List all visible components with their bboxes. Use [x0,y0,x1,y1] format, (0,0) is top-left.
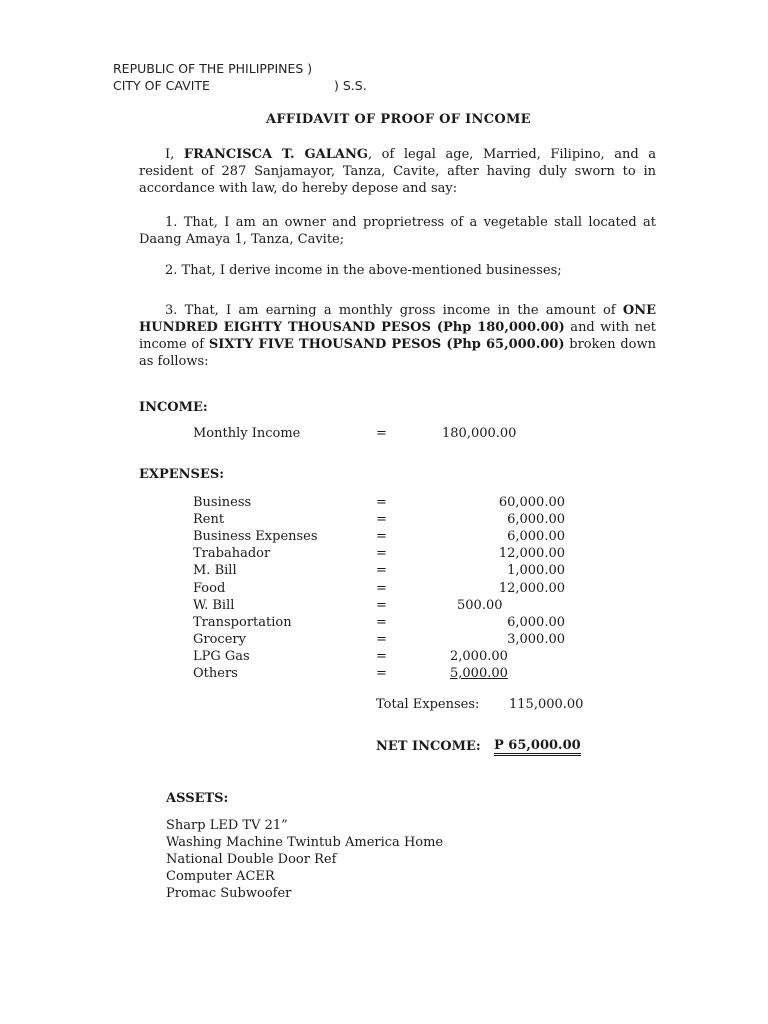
expense-row-label: Business [193,495,252,510]
expense-row-label: Grocery [193,632,246,647]
expense-row-value: 60,000.00 [498,495,565,510]
venue-ss: ) S.S. [334,78,367,93]
net-income-words: SIXTY FIVE THOUSAND PESOS (Php 65,000.00) [208,337,565,352]
expense-row-equals: = [376,666,387,681]
asset-item: Washing Machine Twintub America Home [166,835,444,850]
expense-row-label: Food [193,581,226,596]
expense-row-label: Trabahador [193,546,271,561]
affiant-name: FRANCISCA T. GALANG [183,147,368,162]
expense-row-value: 2,000.00 [450,649,508,664]
expense-row-equals: = [376,598,387,613]
expense-row-equals: = [376,495,387,510]
expense-row-value: 6,000.00 [507,529,565,544]
intro-pre: I, [165,147,184,162]
total-expenses-label: Total Expenses: [376,697,480,712]
expense-row-value: 12,000.00 [498,546,565,561]
expense-row-equals: = [376,529,387,544]
expense-row-value: 6,000.00 [507,615,565,630]
expense-row-equals: = [376,615,387,630]
expense-row-equals: = [376,512,387,527]
expense-row-value: 3,000.00 [507,632,565,647]
venue-city: CITY OF CAVITE [113,78,210,93]
expense-row-label: Others [193,666,238,681]
gross-income-words: ONE HUNDRED EIGHTY THOUSAND PESOS (Php 180,000.00) [139,303,656,335]
assets-heading: ASSETS: [166,791,229,806]
total-expenses-value: 115,000.00 [509,697,584,712]
expense-row-equals: = [376,581,387,596]
expense-row-value: 6,000.00 [507,512,565,527]
expense-row-value: 12,000.00 [498,581,565,596]
expense-row-value: 5,000.00 [450,666,508,681]
expense-row-label: Transportation [193,615,292,630]
intro-post: , of legal age, Married, Filipino, and a resident of 287 Sanjamayor, Tanza, Cavite, after having duly sworn to in accordance with law, do hereby depose and say: [139,147,656,196]
expense-row-label: W. Bill [193,598,235,613]
expense-row-equals: = [376,632,387,647]
monthly-income-value: 180,000.00 [442,426,517,441]
asset-item: National Double Door Ref [166,852,337,867]
statement-3 [139,302,656,370]
statement-2: 2. That, I derive income in the above-mentioned businesses; [165,263,562,278]
expense-row-equals: = [376,649,387,664]
expense-row-label: Business Expenses [193,529,318,544]
expense-row-value: 1,000.00 [507,563,565,578]
monthly-income-equals: = [376,426,387,441]
monthly-income-label: Monthly Income [193,426,301,441]
expense-row-label: M. Bill [193,563,237,578]
statement-3-post: broken down as follows: [139,337,656,369]
expense-row-value: 500.00 [457,598,503,613]
asset-item: Computer ACER [166,869,275,884]
expense-row-label: Rent [193,512,225,527]
statement-1: 1. That, I am an owner and proprietress of a vegetable stall located at Daang Amaya 1, Tanza, Cavite; [139,215,656,247]
net-income-value: P 65,000.00 [494,739,581,756]
venue-republic: REPUBLIC OF THE PHILIPPINES ) [113,61,313,76]
expenses-heading: EXPENSES: [139,467,225,482]
intro-paragraph [139,146,656,197]
income-heading: INCOME: [139,400,208,415]
net-income-label: NET INCOME: [376,739,481,754]
asset-item: Promac Subwoofer [166,886,292,901]
statement-3-mid: and with net income of [139,320,656,352]
document-title: AFFIDAVIT OF PROOF OF INCOME [266,112,531,127]
expense-row-equals: = [376,546,387,561]
asset-item: Sharp LED TV 21” [166,818,288,833]
statement-3-pre: 3. That, I am earning a monthly gross income in the amount of [165,303,623,318]
expense-row-equals: = [376,563,387,578]
expense-row-label: LPG Gas [193,649,250,664]
